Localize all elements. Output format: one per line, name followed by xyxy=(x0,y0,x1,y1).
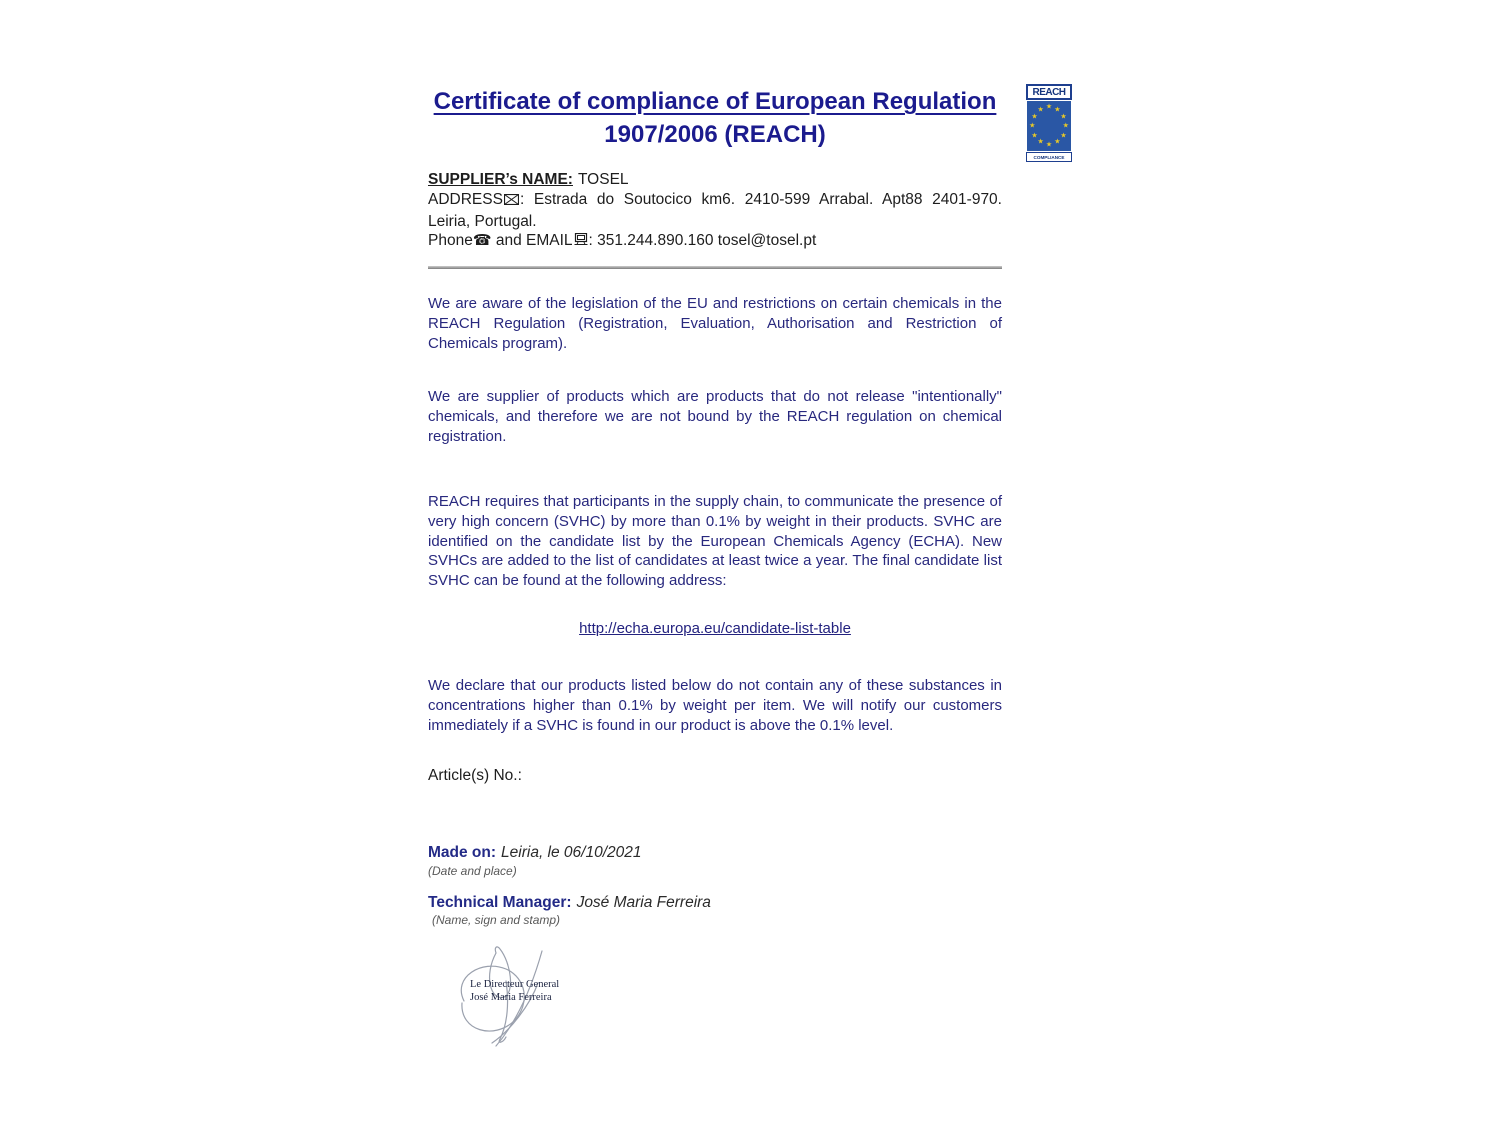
eu-star-icon: ★ xyxy=(1045,141,1053,149)
eu-stars xyxy=(1027,101,1071,151)
eu-star-icon: ★ xyxy=(1054,106,1061,114)
eu-star-icon: ★ xyxy=(1045,103,1053,111)
made-on-line xyxy=(428,844,1002,862)
made-on-value: Leiria, le 06/10/2021 xyxy=(501,844,642,861)
envelope-icon xyxy=(504,191,519,212)
candidate-list-link-line xyxy=(428,620,1002,637)
eu-star-icon: ★ xyxy=(1037,138,1044,146)
candidate-list-link[interactable]: http://echa.europa.eu/candidate-list-table xyxy=(579,620,851,637)
page-title-line2: 1907/2006 (REACH) xyxy=(604,121,826,148)
address-label: ADDRESS xyxy=(428,191,503,208)
phone-email-line xyxy=(428,231,1002,252)
technical-manager-value: José Maria Ferreira xyxy=(576,894,711,911)
email-label: and EMAIL xyxy=(491,232,573,249)
supplier-name-line xyxy=(428,170,1002,190)
signature-stamp-text xyxy=(470,978,559,1004)
articles-number-label: Article(s) No.: xyxy=(428,767,522,784)
eu-star-icon: ★ xyxy=(1060,113,1067,120)
phone-icon: ☎ xyxy=(472,232,492,249)
contact-value: : 351.244.890.160 tosel@tosel.pt xyxy=(588,232,817,249)
made-on-label: Made on: xyxy=(428,844,497,861)
eu-star-icon: ★ xyxy=(1031,132,1038,139)
supplier-name-label: SUPPLIER’s NAME: xyxy=(428,171,573,188)
eu-star-icon: ★ xyxy=(1060,132,1067,139)
paragraph-declaration: We declare that our products listed below do not contain any of these substances in concentrations higher than 0.1% by weight per item. We will notify our customers immediately if a SVHC is found in our product is above the 0.1% level. xyxy=(428,677,1002,734)
eu-star-icon: ★ xyxy=(1029,122,1036,130)
computer-icon xyxy=(574,232,588,252)
document-content xyxy=(428,0,1002,1125)
reach-logo-compliance-label: COMPLIANCE xyxy=(1026,152,1072,162)
reach-logo-title: REACH xyxy=(1026,84,1072,100)
eu-star-icon: ★ xyxy=(1054,138,1061,146)
technical-manager-label: Technical Manager: xyxy=(428,894,572,911)
phone-label: Phone xyxy=(428,232,473,249)
technical-manager-line xyxy=(428,894,1002,912)
address-line xyxy=(428,190,1002,232)
page-title xyxy=(428,85,1002,151)
horizontal-divider xyxy=(428,266,1002,269)
page-title-line1: Certificate of compliance of European Regulation xyxy=(433,88,997,115)
signature-block xyxy=(434,943,664,1053)
signature-stamp-line1: Le Directeur General xyxy=(470,979,560,990)
paragraph-awareness: We are aware of the legislation of the EU and restrictions on certain chemicals in the REACH Regulation (Registration, Evaluation, Authorisation and Restriction of Chemicals program). xyxy=(428,295,1002,352)
date-place-caption: (Date and place) xyxy=(428,864,517,878)
address-value: : Estrada do Soutocico km6. 2410-599 Arrabal. Apt88 2401-970. Leiria, Portugal. xyxy=(428,191,1002,230)
name-sign-stamp-caption: (Name, sign and stamp) xyxy=(432,913,561,927)
paragraph-supplier-products: We are supplier of products which are products that do not release "intentionally" chemicals, and therefore we are not bound by the REACH regulation on chemical registration. xyxy=(428,388,1002,445)
eu-star-icon: ★ xyxy=(1062,122,1069,130)
eu-star-icon: ★ xyxy=(1037,106,1044,114)
eu-star-icon: ★ xyxy=(1031,113,1038,120)
paragraph-reach-requirements: REACH requires that participants in the supply chain, to communicate the presence of very high concern (SVHC) by more than 0.1% by weight in their products. SVHC are identified on the candidate list by the European Chemicals Agency (ECHA). New SVHCs are added to the list of candidates at least twice a year. The final candidate list SVHC can be found at the following address: xyxy=(428,493,1002,590)
reach-compliance-logo xyxy=(1026,84,1072,162)
signature-stamp-line2: José Maria Ferreira xyxy=(470,992,552,1003)
supplier-name-value: TOSEL xyxy=(577,171,629,188)
